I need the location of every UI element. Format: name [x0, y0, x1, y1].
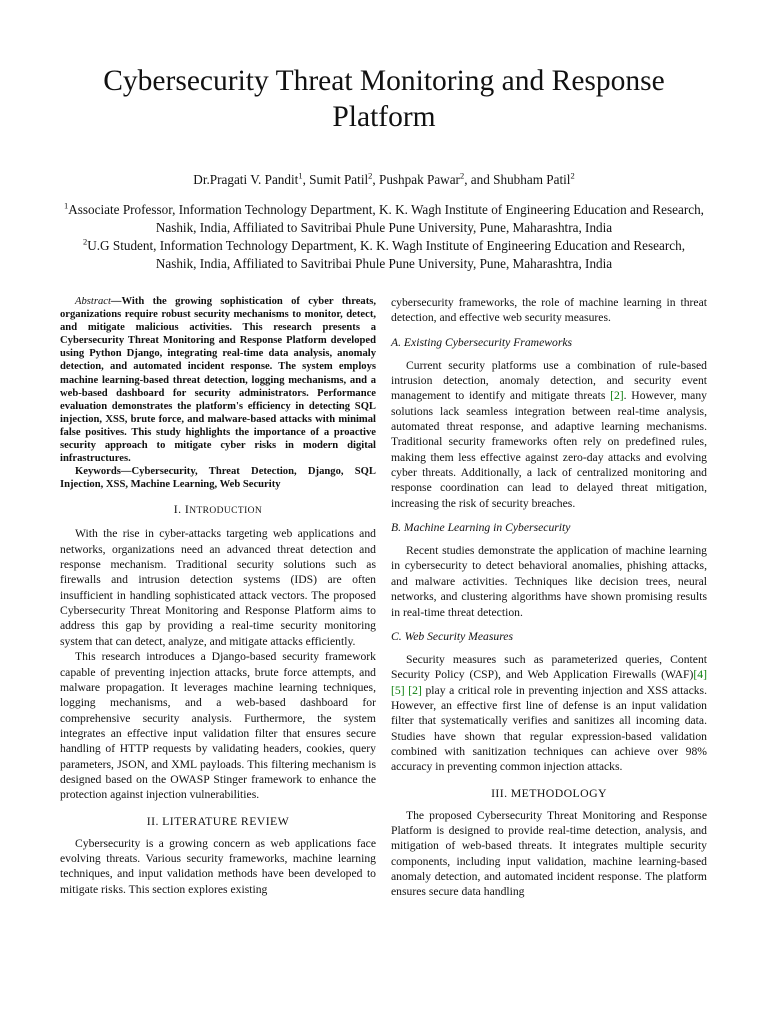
author-affiliation-mark: 2	[570, 170, 575, 181]
paragraph-text: . However, many solutions lack seamless integration between real-time analysis, automated threat response, and adaptive learning mechanisms. Traditional security frameworks often rely on predefined rules, making them less effective against zero-day attacks and evolving cyber threats. Additionally, a lack of centralized monitoring and response coordination can lead to delayed threat mitigation, increasing the risk of security breaches.	[391, 389, 707, 510]
affiliation-mark: 1	[64, 200, 69, 211]
keywords-text: Cybersecurity, Threat Detection, Django, SQL Injection, XSS, Machine Learning, Web Security	[60, 466, 376, 491]
author-name: Pushpak Pawar	[379, 172, 460, 187]
author-name: Sumit Patil	[309, 172, 369, 187]
affiliation-mark: 2	[82, 236, 88, 247]
keywords-label: Keywords	[75, 466, 121, 478]
keywords-paragraph	[60, 465, 376, 491]
affiliation-2	[40, 237, 728, 255]
citation-link[interactable]: [2]	[610, 389, 624, 403]
subsection-heading-frameworks: A. Existing Cybersecurity Frameworks	[391, 335, 573, 349]
author-affiliation-mark: 2	[368, 170, 373, 181]
subsection-heading-web-security: C. Web Security Measures	[391, 629, 513, 643]
section-title-rest: NTRODUCTION	[189, 506, 263, 517]
affiliation-1-cont: Nashik, India, Affiliated to Savitribai Phule Pune University, Pune, Maharashtra, India	[155, 220, 613, 235]
author-affiliation-mark: 1	[298, 170, 303, 181]
affiliation-2-cont: Nashik, India, Affiliated to Savitribai Phule Pune University, Pune, Maharashtra, India	[155, 256, 613, 271]
section-numeral: I.	[173, 502, 182, 517]
literature-paragraph-1: Cybersecurity is a growing concern as web applications face evolving threats. Various security frameworks, machine learning techniques, and input validation methods have been developed to mitigate risks. This section explores existing	[60, 836, 376, 896]
frameworks-paragraph	[391, 358, 707, 511]
section-title-initial: I	[184, 502, 190, 517]
section-heading-literature-review: II. LITERATURE REVIEW	[146, 813, 290, 828]
affiliation-line: U.G Student, Information Technology Department, K. K. Wagh Institute of Engineering Education and Research,	[87, 238, 686, 253]
citation-link[interactable]: [4]	[693, 668, 707, 682]
paper-title-line-1: Cybersecurity Threat Monitoring and Response	[103, 65, 665, 97]
keywords-dash: —	[120, 466, 132, 478]
affiliation-1	[40, 201, 728, 219]
author-affiliation-mark: 2	[459, 170, 465, 181]
machine-learning-paragraph: Recent studies demonstrate the application of machine learning in cybersecurity to detect behavioral anomalies, phishing attacks, and malware activities. Techniques like decision trees, neural networks, and clustering algorithms have shown promising results in real-time threat detection.	[391, 544, 707, 619]
author-separator: ,	[372, 172, 379, 187]
section-heading-introduction	[60, 501, 376, 519]
left-column	[60, 295, 376, 897]
affiliations	[40, 201, 728, 273]
paragraph-text: Current security platforms use a combination of rule-based intrusion detection, anomaly detection, and security event management to identify and mitigate threats	[391, 358, 707, 403]
abstract-label: Abstract	[75, 296, 111, 307]
abstract-dash: —	[110, 296, 122, 307]
paper-title-line-2: Platform	[332, 101, 436, 133]
author-name: Dr.Pragati V. Pandit	[193, 172, 299, 187]
abstract	[60, 295, 376, 491]
paper-title	[60, 63, 708, 135]
affiliation-line: Associate Professor, Information Technology Department, K. K. Wagh Institute of Engineering Education and Research,	[68, 202, 704, 217]
section-heading-methodology: III. METHODOLOGY	[491, 785, 607, 800]
paragraph-text: Security measures such as parameterized queries, Content Security Policy (CSP), and Web Application Firewalls (WAF)	[391, 652, 707, 682]
author-list	[60, 171, 708, 188]
right-column	[391, 295, 707, 900]
author-name: Shubham Patil	[493, 172, 571, 187]
subsection-heading-machine-learning: B. Machine Learning in Cybersecurity	[391, 521, 571, 535]
methodology-paragraph-1: The proposed Cybersecurity Threat Monitoring and Response Platform is designed to provide real-time detection, analysis, and mitigation of web-based threats. It integrates multiple security components, including input validation, machine learning-based anomaly detection, and automated incident response. The platform ensures secure data handling	[391, 808, 707, 899]
author-separator: ,	[302, 172, 310, 187]
paragraph-text: play a critical role in preventing injection and XSS attacks. However, an effective first line of defense is an input validation filter that systematically verifies and sanitizes all incoming data. Studies have shown that regular expression-based validation combined with sanitization techniques can achieve over 98% accuracy in preventing common injection attacks.	[391, 683, 707, 774]
citation-link[interactable]: [2]	[408, 683, 422, 697]
abstract-paragraph	[60, 295, 376, 465]
web-security-paragraph	[391, 652, 707, 775]
literature-paragraph-1-cont: cybersecurity frameworks, the role of machine learning in threat detection, and effective web security measures.	[391, 296, 707, 325]
intro-paragraph-2: This research introduces a Django-based security framework capable of preventing injection attacks, brute force attempts, and malware propagation. It leverages machine learning techniques, logging mechanisms, and a web-based dashboard for comprehensive security analysis. Furthermore, the system integrates an effective input validation filter that ensures secure handling of HTTP requests by validating headers, cookies, query parameters, JSON, and XML payloads. This filtering mechanism is designed based on the OWASP Stinger framework to enhance the protection against injection vulnerabilities.	[60, 650, 376, 802]
author-separator: , and	[464, 172, 494, 187]
citation-link[interactable]: [5]	[391, 683, 405, 697]
abstract-text: With the growing sophistication of cyber threats, organizations require robust security mechanisms to monitor, detect, and mitigate malicious activities. This research presents a Cybersecurity Threat Monitoring and Response Platform developed using Python Django, integrating real-time data analysis, anomaly detection, and automated incident response. The system employs machine learning-based threat detection, logging mechanisms, and a web-based dashboard for security administrators. Performance evaluation demonstrates the platform's efficiency in detecting SQL injection, XSS, brute force, and malware-based attacks with minimal false positives. This study highlights the importance of a proactive security approach to mitigate cyber risks in modern digital infrastructures.	[60, 296, 376, 465]
intro-paragraph-1: With the rise in cyber-attacks targeting web applications and networks, organizations need an advanced threat detection and response mechanism. Traditional security solutions such as firewalls and intrusion detection systems (IDS) are often insufficient in handling sophisticated attack vectors. The proposed Cybersecurity Threat Monitoring and Response Platform aims to address this gap by providing a real-time security monitoring system that can detect, analyze, and mitigate attacks efficiently.	[60, 527, 376, 648]
